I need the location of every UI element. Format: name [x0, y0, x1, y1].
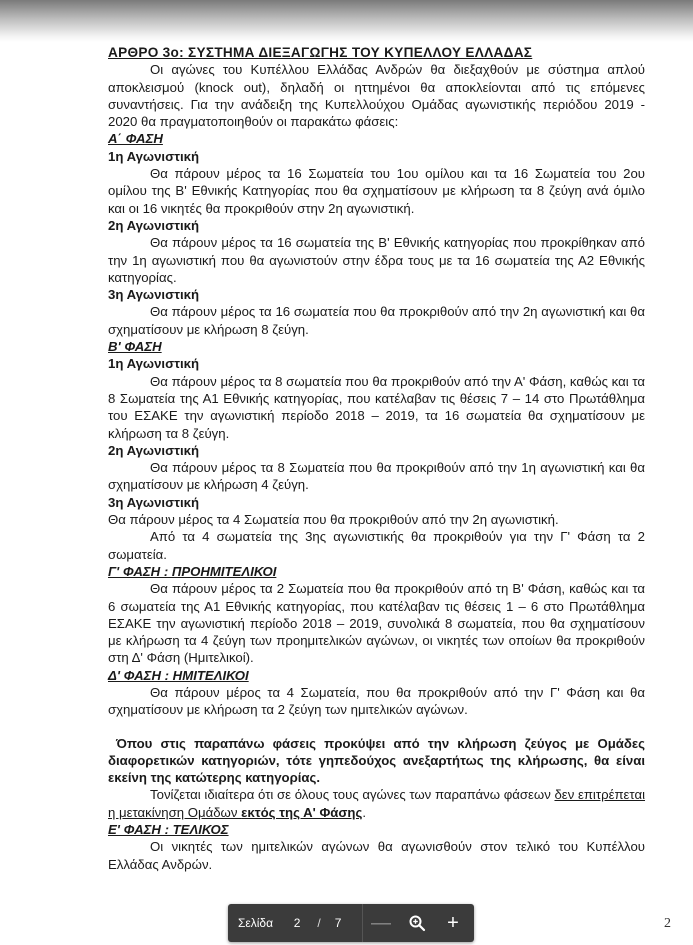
- phase-a-round-1-text: Θα πάρουν μέρος τα 16 Σωματεία του 1ου ομίλου και τα 16 Σωματεία του 2ου ομίλου της Β' Εθνικής Κατηγορίας που θα σχηματίσουν με κλήρωση τα 8 ζεύγη ανά όμιλο και οι 16 νικητές θα προκριθούν στην 2η αγωνιστική.: [108, 166, 645, 216]
- zoom-in-button[interactable]: [435, 904, 471, 942]
- zoom-out-button[interactable]: [363, 904, 399, 942]
- phase-a-round-2-title: 2η Αγωνιστική: [108, 217, 200, 233]
- phase-b-round-1-text: Θα πάρουν μέρος τα 8 σωματεία που θα προκριθούν από την Α' Φάση, καθώς και τα 8 Σωματεία της Α1 Εθνικής κατηγορίας, που κατέλαβαν τις θέσεις 7 – 14 στο Πρωτάθλημα του ΕΣΑΚΕ την αγωνιστική περίοδο 2018 – 2019, τα 16 σωματεία θα σχηματίσουν με κλήρωση τα 8 ζεύγη.: [108, 373, 645, 441]
- phase-d-title: Δ' ΦΑΣΗ : ΗΜΙΤΕΛΙΚΟΙ: [108, 667, 249, 683]
- phase-b-round-2-text: Θα πάρουν μέρος τα 8 Σωματεία που θα προκριθούν από την 1η αγωνιστική και θα σχηματίσουν με κλήρωση 4 ζεύγη.: [108, 460, 645, 493]
- current-page-input[interactable]: 2: [293, 916, 301, 930]
- total-pages: 7: [334, 916, 342, 930]
- phase-c-title: Γ' ΦΑΣΗ : ΠΡΟΗΜΙΤΕΛΙΚΟΙ: [108, 563, 277, 579]
- page-indicator: [228, 904, 363, 942]
- magnifier-icon: [408, 914, 426, 932]
- phase-b-round-3-text-2: Από τα 4 σωματεία της 3ης αγωνιστικής θα προκριθούν για την Γ' Φάση τα 2 σωματεία.: [108, 529, 645, 562]
- plus-icon: +: [447, 911, 459, 934]
- phase-b-round-2-title: 2η Αγωνιστική: [108, 442, 200, 458]
- phase-b-round-1-title: 1η Αγωνιστική: [108, 356, 200, 372]
- intro-paragraph: Οι αγώνες του Κυπέλλου Ελλάδας Ανδρών θα διεξαχθούν με σύστημα απλού αποκλεισμού (knock out), δηλαδή οι ηττημένοι θα αποκλείονται από τις επόμενες συναντήσεις. Για την ανάδειξη της Κυπελλούχου Ομάδας αγωνιστικής περιόδου 2019 - 2020 θα πραγματοποιηθούν οι παρακάτω φάσεις:: [108, 62, 645, 130]
- minus-icon: —: [371, 911, 391, 934]
- phase-a-round-3-title: 3η Αγωνιστική: [108, 287, 200, 303]
- phase-a-round-3-text: Θα πάρουν μέρος τα 16 σωματεία που θα προκριθούν από την 2η αγωνιστική και θα σχηματίσουν με κλήρωση 8 ζεύγη.: [108, 304, 645, 337]
- travel-note-text: Τονίζεται ιδιαίτερα ότι σε όλους τους αγώνες των παραπάνω φάσεων: [150, 787, 555, 803]
- pdf-viewer-toolbar: [228, 904, 474, 942]
- page-separator: /: [317, 916, 321, 930]
- zoom-fit-button[interactable]: [399, 904, 435, 942]
- phase-b-round-3-title: 3η Αγωνιστική: [108, 494, 200, 510]
- phase-c-text: Θα πάρουν μέρος τα 2 Σωματεία που θα προκριθούν από τη Β' Φάση, καθώς και τα 6 σωματεία της Α1 Εθνικής κατηγορίας, που κατέλαβαν τις θέσεις 1 – 6 στο Πρωτάθλημα ΕΣΑΚΕ την αγωνιστική περίοδο 2018 – 2019, συνολικά 8 σωματεία, που θα σχηματίσουν με κλήρωση τα 4 ζεύγη των προημιτελικών αγώνων, οι νικητές των οποίων θα προκριθούν στη Δ' Φάση (Ημιτελικοί).: [108, 581, 645, 666]
- phase-b-round-3-text-1: Θα πάρουν μέρος τα 4 Σωματεία που θα προκριθούν από την 2η αγωνιστική.: [108, 512, 559, 528]
- home-team-note: Όπου στις παραπάνω φάσεις προκύψει από την κλήρωση ζεύγος με Ομάδες διαφορετικών κατηγοριών, τότε γηπεδούχος ανεξαρτήτως της κλήρωσης, θα είναι εκείνη της κατώτερης κατηγορίας.: [108, 735, 645, 786]
- phase-a-title: Α΄ ΦΑΣΗ: [108, 131, 163, 147]
- phase-a-round-1-title: 1η Αγωνιστική: [108, 148, 200, 164]
- spacer: [108, 719, 645, 735]
- travel-note-end: .: [362, 804, 367, 820]
- travel-note: [108, 786, 645, 821]
- phase-a-round-2-text: Θα πάρουν μέρος τα 16 σωματεία της Β' Εθνικής κατηγορίας που προκρίθηκαν από την 1η αγωνιστική που θα αγωνιστούν στην έδρα τους με τα 16 σωματεία της Α2 Εθνικής κατηγορίας.: [108, 235, 645, 285]
- article-title: ΑΡΘΡΟ 3ο: ΣΥΣΤΗΜΑ ΔΙΕΞΑΓΩΓΗΣ ΤΟΥ ΚΥΠΕΛΛΟΥ ΕΛΛΑΔΑΣ: [108, 45, 533, 60]
- travel-note-underlined: δεν επιτρέπεται η μετακίνηση Ομάδων: [108, 787, 646, 820]
- phase-e-title: Ε' ΦΑΣΗ : ΤΕΛΙΚΟΣ: [108, 822, 229, 838]
- page-number: 2: [664, 916, 671, 931]
- phase-e-text: Οι νικητές των ημιτελικών αγώνων θα αγωνισθούν στον τελικό του Κυπέλλου Ελλάδας Ανδρών.: [108, 839, 645, 872]
- viewer-top-shade: [0, 0, 693, 42]
- travel-note-bold: εκτός της Α' Φάσης: [241, 804, 363, 820]
- phase-b-title: Β' ΦΑΣΗ: [108, 339, 162, 355]
- document-page: [108, 44, 645, 873]
- page-label: Σελίδα: [238, 916, 274, 930]
- phase-d-text: Θα πάρουν μέρος τα 4 Σωματεία, που θα προκριθούν από την Γ' Φάση και θα σχηματίσουν με κλήρωση τα 2 ζεύγη των ημιτελικών αγώνων.: [108, 684, 645, 718]
